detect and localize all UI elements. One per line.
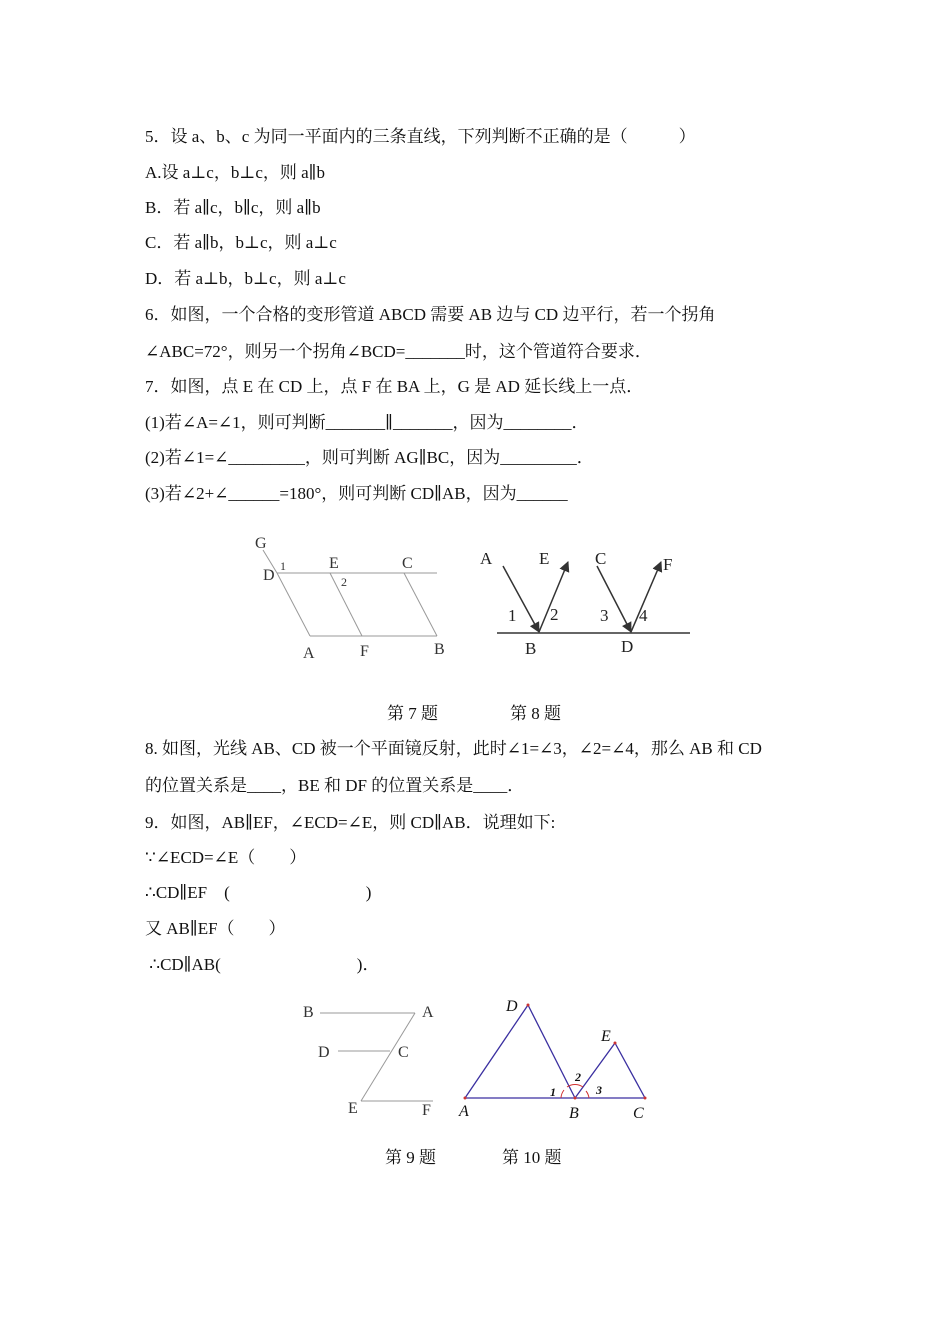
fig8-label-e: E	[539, 549, 550, 568]
q5-option-b: B．若 a∥c，b∥c，则 a∥b	[145, 198, 321, 217]
fig8-label-4: 4	[639, 606, 648, 625]
q5-option-d: D．若 a⊥b，b⊥c，则 a⊥c	[145, 269, 346, 288]
fig10-label-1: 1	[550, 1085, 556, 1099]
q5-option-a: A.设 a⊥c，b⊥c，则 a∥b	[145, 163, 326, 182]
q9-step-1: ∵∠ECD=∠E（ ）	[145, 848, 307, 867]
fig8-label-c: C	[595, 549, 607, 568]
q5-stem: 5．设 a、b、c 为同一平面内的三条直线，下列判断不正确的是（ ）	[145, 127, 696, 146]
caption-fig7: 第 7 题	[387, 704, 438, 723]
q7-part-2: (2)若∠1=∠_________，则可判断 AG∥BC，因为_________．	[145, 448, 594, 467]
fig9-label-e: E	[348, 1100, 358, 1117]
fig8-label-2: 2	[550, 605, 559, 624]
fig10-label-2: 2	[575, 1070, 581, 1084]
fig8-label-b: B	[525, 639, 537, 658]
figure-7	[250, 528, 450, 668]
caption-fig10: 第 10 题	[502, 1148, 562, 1167]
fig10-label-e: E	[601, 1028, 611, 1045]
fig7-label-b: B	[434, 641, 445, 658]
fig9-label-a: A	[422, 1004, 434, 1021]
figure-9	[298, 995, 448, 1125]
q9-step-3: 又 AB∥EF（ ）	[145, 919, 286, 938]
fig8-label-1: 1	[508, 606, 517, 625]
q7-stem: 7．如图，点 E 在 CD 上，点 F 在 BA 上，G 是 AD 延长线上一点．	[145, 377, 644, 396]
fig9-label-f: F	[422, 1102, 431, 1119]
fig7-label-f: F	[360, 643, 369, 660]
fig8-label-f: F	[663, 555, 673, 574]
fig9-label-d: D	[318, 1044, 330, 1061]
q9-stem: 9．如图，AB∥EF，∠ECD=∠E，则 CD∥AB．说理如下:	[145, 813, 556, 832]
fig10-label-c: C	[633, 1105, 644, 1122]
fig8-label-a: A	[480, 549, 493, 568]
fig8-label-3: 3	[600, 606, 609, 625]
q8-stem-1: 8. 如图，光线 AB、CD 被一个平面镜反射，此时∠1=∠3，∠2=∠4，那么 AB 和 CD	[145, 739, 762, 758]
caption-fig9: 第 9 题	[385, 1148, 436, 1167]
q9-step-4: ∴CD∥AB( )．	[145, 955, 380, 974]
caption-fig8: 第 8 题	[510, 704, 561, 723]
q8-stem-2: 的位置关系是____，BE 和 DF 的位置关系是____．	[145, 776, 525, 795]
q9-step-2: ∴CD∥EF ( )	[145, 883, 372, 902]
q6-stem-1: 6．如图，一个合格的变形管道 ABCD 需要 AB 边与 CD 边平行，若一个拐角	[145, 305, 716, 324]
q7-part-3: (3)若∠2+∠______=180°，则可判断 CD∥AB，因为______	[145, 484, 568, 503]
fig9-label-b: B	[303, 1004, 314, 1021]
fig10-label-3: 3	[596, 1083, 602, 1097]
fig9-label-c: C	[398, 1044, 409, 1061]
fig7-label-1: 1	[280, 559, 286, 573]
fig7-label-c: C	[402, 555, 413, 572]
q6-stem-2: ∠ABC=72°，则另一个拐角∠BCD=_______时，这个管道符合要求．	[145, 342, 652, 361]
fig7-label-2: 2	[341, 575, 347, 589]
fig10-label-b: B	[569, 1105, 579, 1122]
fig10-label-a: A	[459, 1103, 469, 1120]
fig7-label-g: G	[255, 535, 267, 552]
figure-8	[475, 544, 695, 664]
q5-option-c: C．若 a∥b，b⊥c，则 a⊥c	[145, 233, 337, 252]
fig7-label-d: D	[263, 567, 275, 584]
fig7-label-a: A	[303, 645, 315, 662]
q7-part-1: (1)若∠A=∠1，则可判断_______∥_______，因为________．	[145, 413, 589, 432]
fig8-label-d: D	[621, 637, 634, 656]
fig7-label-e: E	[329, 555, 339, 572]
fig10-label-d: D	[506, 998, 518, 1015]
figure-10	[455, 995, 655, 1125]
